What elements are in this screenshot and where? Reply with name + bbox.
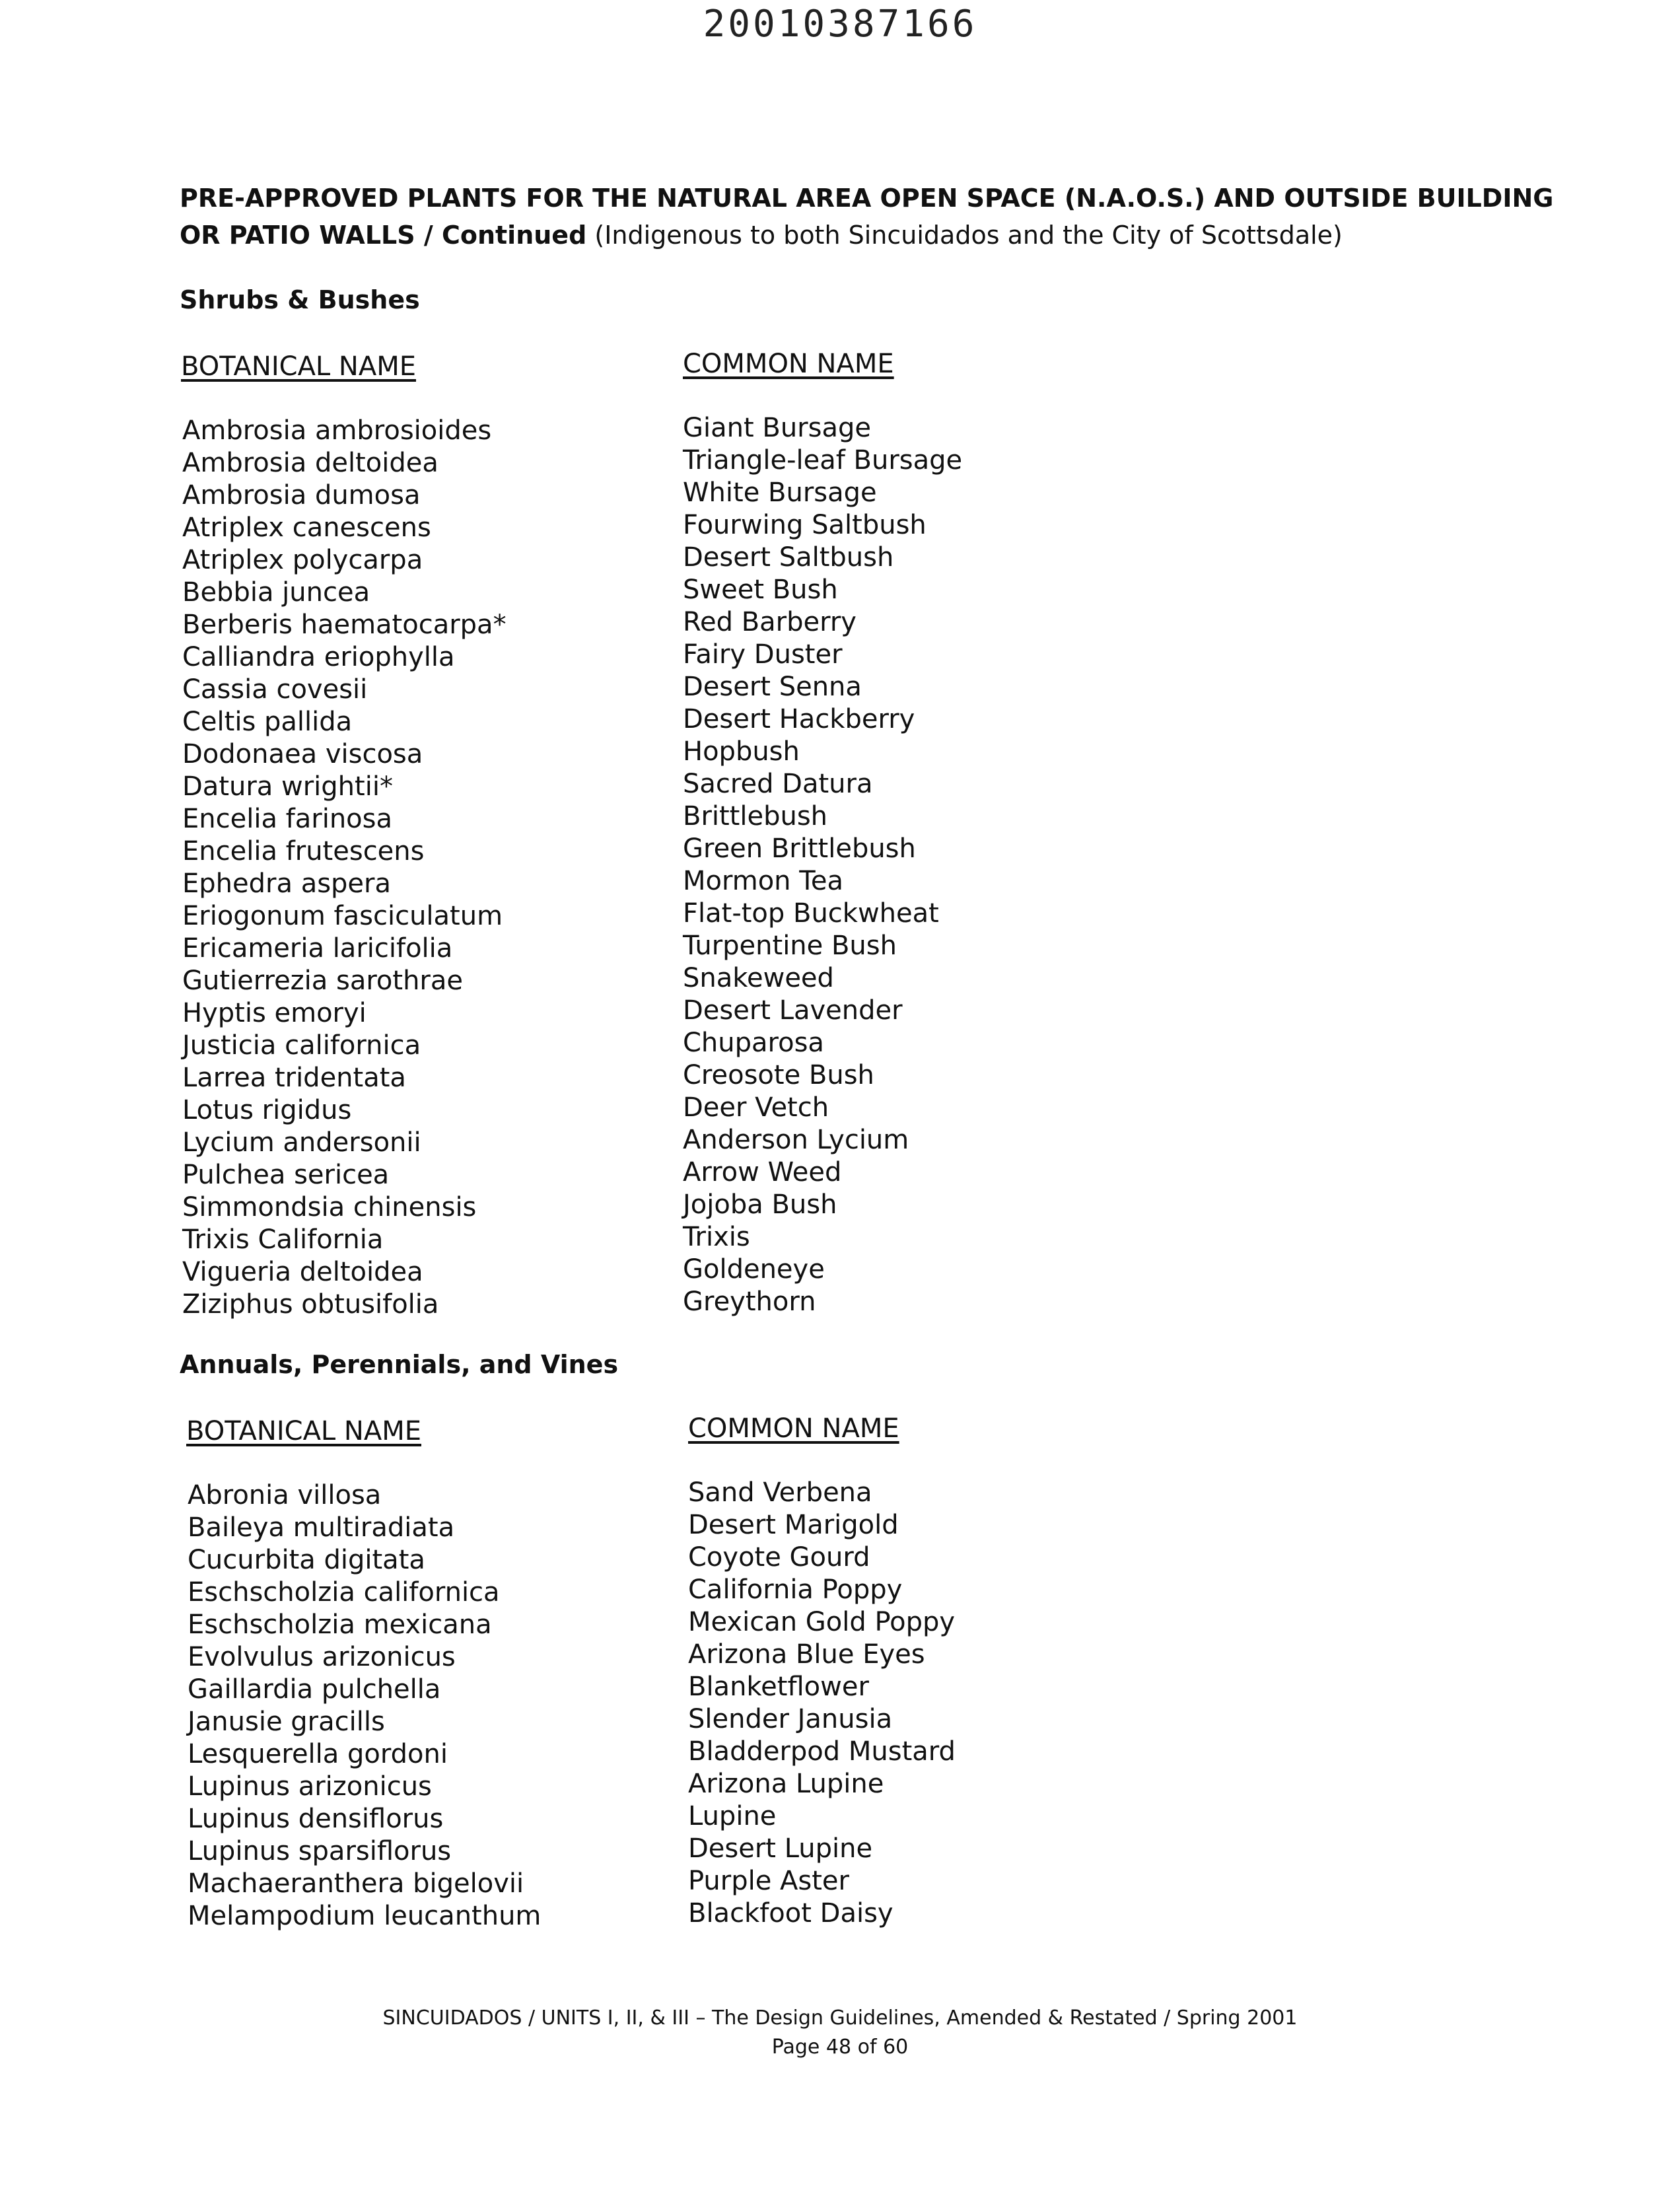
list-item: Lupinus densiflorus bbox=[188, 1804, 444, 1834]
list-item: Abronia villosa bbox=[188, 1480, 382, 1510]
list-item: Coyote Gourd bbox=[688, 1542, 870, 1573]
shrubs-section-title: Shrubs & Bushes bbox=[180, 285, 420, 314]
list-item: Arrow Weed bbox=[683, 1157, 842, 1188]
list-item: Red Barberry bbox=[683, 607, 857, 637]
list-item: Bladderpod Mustard bbox=[688, 1736, 956, 1767]
list-item: Sand Verbena bbox=[688, 1477, 872, 1508]
list-item: Eriogonum fasciculatum bbox=[182, 901, 503, 931]
list-item: Berberis haematocarpa* bbox=[182, 610, 507, 640]
heading-title: PRE-APPROVED PLANTS FOR THE NATURAL AREA OPEN SPACE (N.A.O.S.) AND OUTSIDE BUILDING OR PATIO WALLS / Continued bbox=[180, 184, 1554, 250]
list-item: Deer Vetch bbox=[683, 1092, 829, 1123]
list-item: Trixis bbox=[683, 1222, 750, 1252]
list-item: Janusie gracills bbox=[188, 1707, 385, 1737]
list-item: Encelia frutescens bbox=[182, 836, 425, 867]
list-item: Larrea tridentata bbox=[182, 1063, 406, 1093]
list-item: Atriplex polycarpa bbox=[182, 545, 423, 575]
list-item: Atriplex canescens bbox=[182, 513, 431, 543]
list-item: Anderson Lycium bbox=[683, 1125, 909, 1155]
list-item: Baileya multiradiata bbox=[188, 1512, 455, 1543]
list-item: Hopbush bbox=[683, 736, 800, 767]
list-item: Ambrosia ambrosioides bbox=[182, 415, 492, 446]
list-item: Triangle-leaf Bursage bbox=[683, 445, 963, 476]
list-item: Greythorn bbox=[683, 1287, 816, 1317]
list-item: Brittlebush bbox=[683, 801, 828, 832]
list-item: Justicia californica bbox=[182, 1030, 421, 1061]
list-item: Desert Marigold bbox=[688, 1510, 899, 1540]
list-item: Eschscholzia californica bbox=[188, 1577, 500, 1608]
list-item: Blanketflower bbox=[688, 1672, 869, 1702]
annuals-section-title: Annuals, Perennials, and Vines bbox=[180, 1350, 619, 1379]
list-item: Hyptis emoryi bbox=[182, 998, 367, 1028]
list-item: Gaillardia pulchella bbox=[188, 1674, 441, 1705]
annuals-common-header: COMMON NAME bbox=[688, 1413, 899, 1444]
list-item: Blackfoot Daisy bbox=[688, 1898, 893, 1929]
shrubs-common-header: COMMON NAME bbox=[683, 349, 894, 379]
list-item: Green Brittlebush bbox=[683, 833, 916, 864]
shrubs-common-list bbox=[683, 412, 962, 1318]
list-item: Snakeweed bbox=[683, 963, 834, 993]
list-item: Creosote Bush bbox=[683, 1060, 874, 1090]
list-item: Vigueria deltoidea bbox=[182, 1257, 423, 1287]
list-item: Mormon Tea bbox=[683, 866, 843, 896]
list-item: Desert Hackberry bbox=[683, 704, 915, 734]
list-item: Melampodium leucanthum bbox=[188, 1901, 542, 1931]
list-item: Giant Bursage bbox=[683, 413, 871, 443]
list-item: Turpentine Bush bbox=[683, 931, 897, 961]
list-item: Sacred Datura bbox=[683, 769, 873, 799]
list-item: Pulchea sericea bbox=[182, 1160, 390, 1190]
list-item: Desert Saltbush bbox=[683, 542, 894, 573]
list-item: Fourwing Saltbush bbox=[683, 510, 927, 540]
list-item: Slender Janusia bbox=[688, 1704, 893, 1734]
list-item: Chuparosa bbox=[683, 1028, 824, 1058]
list-item: Lotus rigidus bbox=[182, 1095, 352, 1125]
list-item: Purple Aster bbox=[688, 1866, 849, 1896]
list-item: Ericameria laricifolia bbox=[182, 933, 453, 964]
list-item: Lupine bbox=[688, 1801, 777, 1831]
list-item: Desert Lavender bbox=[683, 995, 903, 1026]
list-item: Ephedra aspera bbox=[182, 869, 391, 899]
list-item: Dodonaea viscosa bbox=[182, 739, 423, 769]
list-item: California Poppy bbox=[688, 1575, 903, 1605]
list-item: Evolvulus arizonicus bbox=[188, 1642, 456, 1672]
list-item: Lesquerella gordoni bbox=[188, 1739, 448, 1769]
list-item: Ambrosia dumosa bbox=[182, 480, 421, 511]
list-item: Machaeranthera bigelovii bbox=[188, 1868, 524, 1899]
list-item: Calliandra eriophylla bbox=[182, 642, 455, 672]
list-item: Ambrosia deltoidea bbox=[182, 448, 438, 478]
list-item: Goldeneye bbox=[683, 1254, 825, 1285]
list-item: Sweet Bush bbox=[683, 575, 838, 605]
document-id: 20010387166 bbox=[703, 3, 977, 46]
list-item: Arizona Blue Eyes bbox=[688, 1639, 925, 1670]
list-item: Encelia farinosa bbox=[182, 804, 393, 834]
list-item: Celtis pallida bbox=[182, 707, 353, 737]
list-item: Gutierrezia sarothrae bbox=[182, 966, 463, 996]
list-item: Jojoba Bush bbox=[683, 1189, 837, 1220]
shrubs-botanical-header: BOTANICAL NAME bbox=[181, 351, 416, 382]
list-item: White Bursage bbox=[683, 478, 877, 508]
footer-page-number: Page 48 of 60 bbox=[771, 2036, 909, 2059]
list-item: Cucurbita digitata bbox=[188, 1545, 425, 1575]
heading-subtitle: (Indigenous to both Sincuidados and the City of Scottsdale) bbox=[594, 221, 1343, 250]
list-item: Desert Lupine bbox=[688, 1833, 873, 1864]
annuals-botanical-header: BOTANICAL NAME bbox=[186, 1416, 421, 1446]
list-item: Lupinus sparsiflorus bbox=[188, 1836, 452, 1866]
list-item: Bebbia juncea bbox=[182, 577, 370, 608]
shrubs-botanical-list bbox=[182, 415, 507, 1321]
list-item: Desert Senna bbox=[683, 672, 862, 702]
footer-title: SINCUIDADOS / UNITS I, II, & III – The Design Guidelines, Amended & Restated / Spring 2001 bbox=[382, 2006, 1298, 2030]
annuals-common-list bbox=[688, 1477, 956, 1930]
list-item: Arizona Lupine bbox=[688, 1769, 884, 1799]
page-footer bbox=[0, 2004, 1680, 2062]
list-item: Cassia covesii bbox=[182, 674, 368, 705]
list-item: Datura wrightii* bbox=[182, 771, 393, 802]
page-heading bbox=[180, 180, 1566, 254]
list-item: Mexican Gold Poppy bbox=[688, 1607, 956, 1637]
list-item: Lycium andersonii bbox=[182, 1127, 421, 1158]
annuals-botanical-list bbox=[188, 1479, 541, 1932]
list-item: Eschscholzia mexicana bbox=[188, 1610, 492, 1640]
list-item: Flat-top Buckwheat bbox=[683, 898, 939, 929]
list-item: Simmondsia chinensis bbox=[182, 1192, 477, 1223]
list-item: Lupinus arizonicus bbox=[188, 1771, 432, 1802]
list-item: Trixis California bbox=[182, 1224, 384, 1255]
list-item: Fairy Duster bbox=[683, 639, 843, 670]
list-item: Ziziphus obtusifolia bbox=[182, 1289, 439, 1320]
